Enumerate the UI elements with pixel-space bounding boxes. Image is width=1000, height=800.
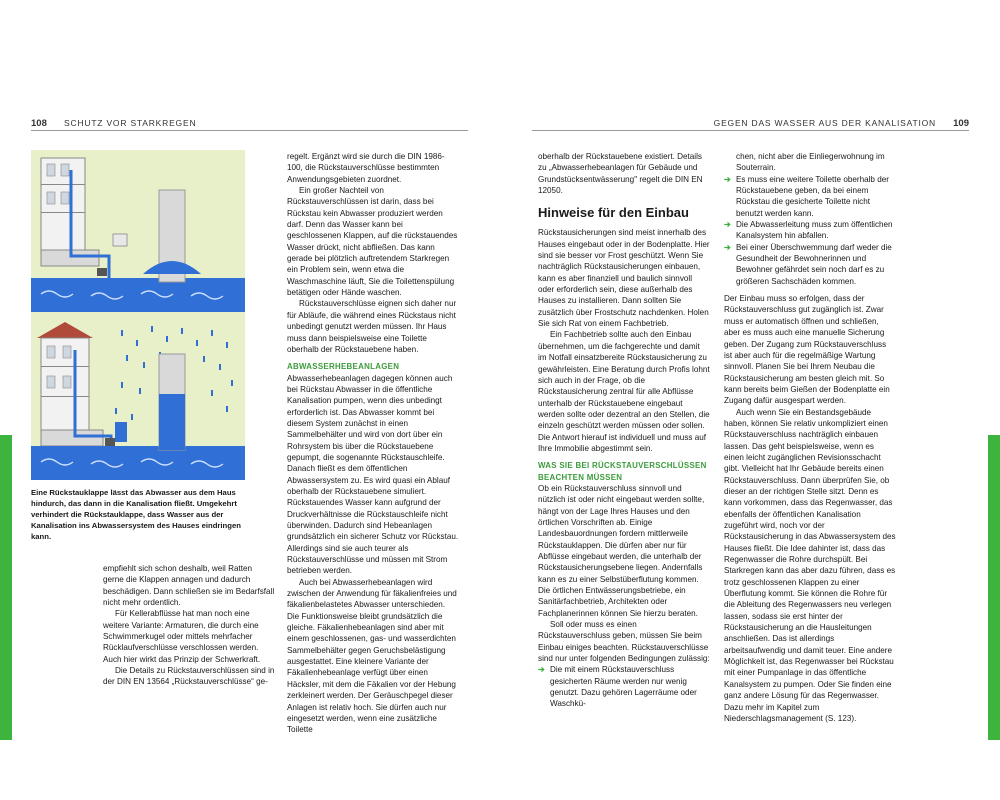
list-item: ➔ Es muss eine weitere Toilette oberhalb der Rückstauebene geben, da bei einem Rückstau die gesicherte Toilette nicht benutzt werden kann. (724, 174, 889, 218)
col2-paragraph: Ein großer Nachteil von Rückstauverschlüssen ist darin, dass bei Rückstau kein Abwasser produziert werden darf. Denn das Wasser kann bei geschlossenen Klappen, auf die rückstauendes Wasser drückt, nicht abfließen. Das kann gerade bei plötzlich auftretendem Starkregen ein Problem sein, wenn etwa die Waschmaschine läuft, Sie die Toilettenspülung betätigen oder Hände waschen. (287, 186, 458, 298)
col1-paragraph: Für Kellerabflüsse hat man noch eine weitere Variante: Armaturen, die durch eine Schwimmerkugel oder mittels mehrfacher Rücklaufverschlüsse verschlossen werden. Auch hier wirkt das Prinzip der Schwerkraft. (103, 609, 261, 664)
left-header (31, 118, 196, 129)
column-4 (724, 151, 896, 724)
col1-paragraph: Die Details zu Rückstauverschlüssen sind in der DIN EN 13564 „Rückstauverschlüsse“ ge- (103, 666, 275, 687)
figure-caption: Eine Rückstauklappe lässt das Abwasser aus dem Haus hindurch, das dann in die Kanalisation fließt. Umgekehrt verhindert die Rückstauklappe, dass Wasser aus der Kanalisation ins Abwassersystem des Hauses eindringen kann. (31, 488, 241, 541)
column-1 (103, 563, 275, 688)
col3-paragraph: Rückstausicherungen sind meist innerhalb des Hauses eingebaut oder in der Bodenplatte. Hier sind sie besser vor Frost geschützt. Wenn Sie nachträglich Rückstausicherungen einbauen, kann es aber finanziell und baulich sinnvoll oder erforderlich sein, diese außerhalb des Hauses zu installieren. Dann sollten Sie zusätzlich über Frostschutz nachdenken. Holen Sie sich Rat von einem Fachbetrieb. (538, 228, 710, 329)
col4-paragraph: Der Einbau muss so erfolgen, dass der Rückstauverschluss gut zugänglich ist. Zwar muss er automatisch öffnen und schließen, aber es muss auch eine manuelle Sicherung geben. Der Zugang zum Rückstauverschluss ist aber auch für die regelmäßige Wartung sinnvoll. Planen Sie bei Ihrem Neubau die Rückstausicherung am besten gleich mit. So kann bereits beim Gießen der Bodenplatte ein Zugang dafür ausgespart werden. (724, 294, 890, 406)
right-page-number: 109 (953, 118, 969, 129)
col2-paragraph: regelt. Ergänzt wird sie durch die DIN 1986-100, die Rückstauverschlüsse bestimmten Anwendungsgebieten zuordnet. (287, 152, 445, 184)
col3-paragraph: Ein Fachbetrieb sollte auch den Einbau übernehmen, um die fachgerechte und damit im Notfall einsatzbereite Rückstausicherung zu gewährleisten. Eine Beratung durch Profis lohnt sich auch in der Frage, ob die Rückstausicherung zentral für alle Abflüsse unterhalb der Rückstauebene eingebaut werden sollte oder dezentral an den Stellen, die einzeln geschützt werden müssen oder sollen. Die Antwort hierauf ist individuell und muss auf Ihre Immobilie abgestimmt sein. (538, 330, 710, 453)
col3-bullet-list (538, 664, 710, 709)
backflow-valve-closed (105, 438, 115, 446)
right-running-title: GEGEN DAS WASSER AUS DER KANALISATION (713, 118, 936, 128)
arrow-bullet-icon: ➔ (724, 174, 731, 184)
col4-paragraph: chen, nicht aber die Einliegerwohnung im Souterrain. (736, 152, 885, 173)
left-page-number: 108 (31, 118, 47, 129)
col3-paragraph: Ob ein Rückstauverschluss sinnvoll und nützlich ist oder nicht eingebaut werden sollte, hängt von der Lage Ihres Hauses und den örtlichen Vorschriften ab. Einige Landesbauordnungen fordern mittlerweile Rückstauklappen. Die dürfen aber nur für Abflüsse eingebaut werden, die unterhalb der Rückstausicherungsebene liegen. Andernfalls kann es zu einer Selbstüberflutung kommen. Die örtlichen Entwässerungsbetriebe, ein Sanitärfachbetrieb, Architekten oder Fachplanerinnen können Sie hierzu beraten. (538, 483, 705, 618)
col3-subheading: WAS SIE BEI RÜCKSTAUVERSCHLÜSSEN BEACHTEN MÜSSEN (538, 461, 707, 482)
col1-paragraph: empfiehlt sich schon deshalb, weil Ratten gerne die Klappen annagen und dadurch beschädigen. Dann schließen sie im Bedarfsfall nicht mehr ordentlich. (103, 564, 275, 608)
col3-paragraph: oberhalb der Rückstauebene existiert. Details zu „Abwasserhebeanlagen für Gebäude und Grundstücksentwässerung" regelt die DIN EN 12050. (538, 152, 703, 196)
col2-paragraph: Auch bei Abwasserhebeanlagen wird zwischen der Anwendung für fäkalienfreies und fäkalienbelastetes Abwasser unterschieden. Die Funktionsweise bleibt grundsätzlich die gleiche. Fäkalienhebeanlagen sind aber mit einem geschlossenen, gas- und wasserdichten Sammelbehälter gegen Geruchsbelästigung ausgestattet. Eine kleinere Variante der Fäkalienhebeanlage verfügt über einen Häcksler, mit dem die Fäkalien vor der Hebung zerkleinert werden. Der Geräuschpegel dieser Anlagen ist relativ hoch. Sie dürfen auch nur eingesetzt werden, wenn eine zusätzliche Toilette (287, 577, 457, 735)
list-item: ➔ Die Abwasserleitung muss zum öffentlichen Kanalsystem hin abfallen. (724, 220, 893, 241)
column-3 (538, 151, 710, 710)
section-heading: Hinweise für den Einbau (538, 205, 689, 221)
sewer-pipe-backflow (31, 446, 245, 480)
house-normal-icon (41, 158, 127, 278)
col2-paragraph: Abwasserhebeanlagen dagegen können auch bei Rückstau Abwasser in die öffentliche Kanalisation pumpen, wenn dies unbedingt erforderlich ist. Das Abwasser kommt bei diesem System zunächst in einen Sammelbehälter und wird von dort über ein Rohrsystem bis über die Rückstauebene gepumpt, die sogenannte Rückstauschleife. Danach fließt es dem öffentlichen Abwassersystem zu. Es wird quasi ein Ablauf oberhalb der Rückstauebene simuliert. Rückstauendes Wasser kann aufgrund der Druckverhältnisse die Rückstauschleife nicht überwinden. Dadurch sind Hebeanlagen grundsätzlich ein sicherer Schutz vor Rückstau. Allerdings sind sie auch teurer als Rückstauverschlüsse und müssen mit Strom betrieben werden. (287, 373, 459, 576)
arrow-bullet-icon: ➔ (724, 242, 731, 252)
list-item: ➔ Bei einer Überschwemmung darf weder die Gesundheit der Bewohnerinnen und Bewohner gefährdet sein noch darf es zu größeren Sachschäden kommen. (724, 242, 892, 286)
col2-subheading: ABWASSERHEBEANLAGEN (287, 362, 400, 372)
arrow-bullet-icon: ➔ (538, 665, 545, 675)
col4-paragraph: Auch wenn Sie ein Bestandsgebäude haben, können Sie relativ unkompliziert einen Rückstauverschluss nachträglich einbauen lassen. Das geht beispielsweise, wenn es einen leicht zugänglichen Revisionsschacht gibt. Vielleicht hat Ihr Gebäude bereits einen Rückstauverschluss. Dann überprüfen Sie, ob dieser an der richtigen Stelle sitzt. Denn es kann vorkommen, dass das Regenwasser, das ebenfalls der öffentlichen Kanalisation zugeführt wird, noch vor der Rückstausicherung in das Abwassersystem des Hauses fließt. Die Idee dahinter ist, dass das Regenwasser die Rohre durchspült. Bei Starkregen kann das aber dazu führen, dass es trotz geschlossenen Klappen zu einer Überflutung kommt. Sie können die Rohre für die Ableitung des Regenwassers neu verlegen lassen, sodass sie erst hinter der Rückstausicherung an die Hausleitungen anschließen. Das ist allerdings arbeitsaufwendig und damit teuer. Eine andere Möglichkeit ist, das Regenwasser bei Rückstau mit einer Pumpanlage in das öffentliche Kanalsystem zu pumpen. Oder Sie finden eine ganz andere Lösung für das Regenwasser. Dazu mehr im Kapitel zum Niederschlagsmanagement (S. 123). (724, 407, 896, 723)
left-header-rule (31, 130, 468, 131)
column-2 (287, 151, 459, 736)
col4-bullet-list (724, 174, 896, 287)
col3-paragraph: Soll oder muss es einen Rückstauverschluss geben, müssen Sie beim Einbau einiges beachten. Rückstauverschlüsse sind nur unter folgenden Bedingungen zulässig: (538, 620, 710, 664)
list-item: ➔ Die mit einem Rückstauverschluss gesicherten Räume werden nur wenig genutzt. Dazu gehören Lagerräume oder Waschkü- (538, 665, 697, 709)
col2-paragraph: Rückstauverschlüsse eignen sich daher nur für Abläufe, die während eines Rückstaus nicht unbedingt genutzt werden müssen. Ihr Haus muss dann beispielsweise eine Toilette oberhalb der Rückstauebene haben. (287, 299, 457, 354)
left-running-title: SCHUTZ VOR STARKREGEN (64, 118, 197, 128)
right-header (714, 118, 969, 129)
backflow-illustration (31, 150, 245, 480)
backflow-valve-open (97, 268, 107, 276)
right-header-rule (532, 130, 969, 131)
left-thumb-tab (0, 435, 12, 740)
house-rain-icon (37, 322, 127, 448)
sewer-pipe-normal (31, 278, 245, 312)
right-thumb-tab (988, 435, 1000, 740)
pump-icon (115, 422, 127, 442)
arrow-bullet-icon: ➔ (724, 220, 731, 230)
